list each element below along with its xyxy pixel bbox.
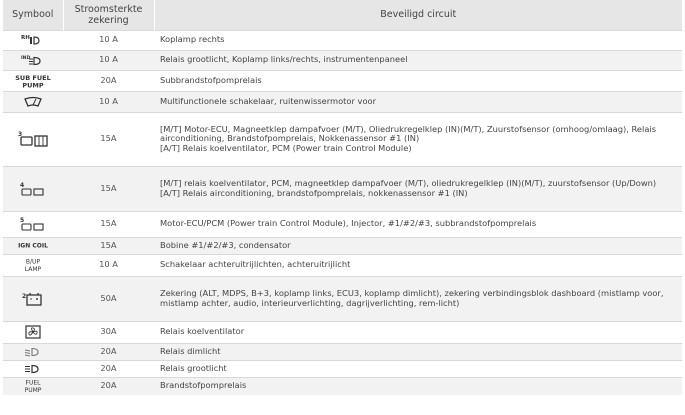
header-row [3,0,682,30]
circuit-cell: Relais grootlicht [154,360,682,377]
rating-cell: 50A [63,276,154,321]
engine-control-3-icon [17,130,49,148]
rating-cell: 20A [63,70,154,91]
high-beam-icon [23,363,43,375]
circuit-cell: Koplamp rechts [154,30,682,50]
rating-cell: 20A [63,360,154,377]
svg-text:FUEL: FUEL [25,379,41,387]
table-row [3,50,682,70]
circuit-cell: Relais dimlicht [154,343,682,360]
table-row [3,91,682,112]
circuit-cell: Bobine #1/#2/#3, condensator [154,237,682,254]
sub-fuel-pump-icon [10,73,56,89]
rating-cell: 10 A [63,30,154,50]
circuit-cell: Relais koelventilator [154,321,682,343]
circuit-cell: Brandstofpomprelais [154,377,682,395]
circuit-cell: [M/T] relais koelventilator, PCM, magneetklep dampafvoer (M/T), oliedrukregelklep (IN)(M/T), zuurstofsensor (Up/Down) [A/T] Relais airconditioning, brandstofpomprelais, nokkenassensor #1 (IN) [154,166,682,211]
ind-headlamp-icon [20,53,46,67]
svg-text:RH: RH [21,35,30,41]
svg-text:4: 4 [20,181,25,189]
table-row [3,254,682,276]
svg-text:3: 3 [18,131,23,138]
rating-cell: 10 A [63,254,154,276]
rating-cell: 15A [63,112,154,166]
rating-cell: 30A [63,321,154,343]
circuit-cell: Relais grootlicht, Koplamp links/rechts, instrumentenpaneel [154,50,682,70]
table-row [3,276,682,321]
header-rating: Stroomsterkte zekering [63,0,154,30]
svg-text:IND: IND [21,56,31,61]
circuit-cell: Multifunctionele schakelaar, ruitenwissermotor voor [154,91,682,112]
rating-cell: 15A [63,166,154,211]
low-beam-icon [23,346,43,358]
table-row [3,30,682,50]
engine-control-4-icon [18,180,48,198]
table-row [3,112,682,166]
backup-lamp-icon [18,257,48,273]
table-row [3,211,682,237]
fuel-pump-icon [18,378,48,394]
svg-text:PUMP: PUMP [22,81,44,89]
circuit-cell: Zekering (ALT, MDPS, B+3, koplamp links, ECU3, koplamp dimlicht), zekering verbindingsblok dashboard (mistlamp voor, mistlamp achter, audio, interieurverlichting, dagrijverlichting, rem-licht) [154,276,682,321]
wiper-icon [23,95,43,109]
rating-cell: 10 A [63,50,154,70]
table-row [3,377,682,395]
rh-headlamp-icon [20,33,46,47]
header-circuit: Beveiligd circuit [154,0,682,30]
rating-cell: 20A [63,377,154,395]
svg-text:LAMP: LAMP [24,266,42,273]
circuit-cell: [M/T] Motor-ECU, Magneetklep dampafvoer (M/T), Oliedrukregelklep (IN)(M/T), Zuurstofsensor (omhoog/omlaag), Relais airconditioning, Brandstofpomprelais, Nokkenassensor #1 (IN) [A/T] Relais koelventilator, PCM (Power train Control Module) [154,112,682,166]
rating-cell: 20A [63,343,154,360]
svg-text:2: 2 [22,292,27,300]
header-symbol: Symbool [3,0,63,30]
table-row [3,360,682,377]
circuit-cell: Subbrandstofpomprelais [154,70,682,91]
cooling-fan-icon [24,324,42,340]
ign-coil-icon [13,240,53,250]
rating-cell: 10 A [63,91,154,112]
svg-text:B/UP: B/UP [25,258,41,266]
rating-cell: 15A [63,237,154,254]
circuit-cell: Motor-ECU/PCM (Power train Control Module), Injector, #1/#2/#3, subbrandstofpomprelais [154,211,682,237]
fuse-table [3,0,682,395]
table-row [3,343,682,360]
table-row [3,321,682,343]
table-row [3,166,682,211]
svg-text:PUMP: PUMP [24,387,42,395]
battery-icon [21,291,45,307]
table-row [3,70,682,91]
rating-cell: 15A [63,211,154,237]
svg-text:IGN COIL: IGN COIL [18,242,48,250]
engine-control-5-icon [18,215,48,233]
svg-text:SUB FUEL: SUB FUEL [15,73,51,82]
svg-text:5: 5 [20,217,25,224]
circuit-cell: Schakelaar achteruitrijlichten, achteruitrijlicht [154,254,682,276]
table-row [3,237,682,254]
